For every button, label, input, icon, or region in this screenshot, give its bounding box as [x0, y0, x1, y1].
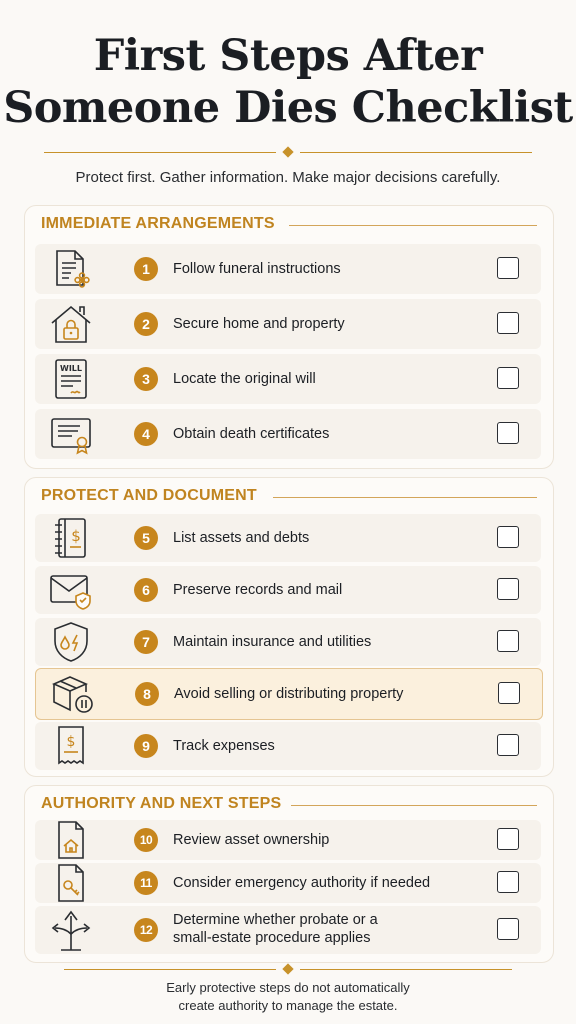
- section-protect-and-document: [24, 477, 554, 777]
- section-immediate-arrangements: [24, 205, 554, 469]
- step-number: 6: [134, 578, 158, 602]
- checkbox[interactable]: [497, 630, 519, 652]
- document-key-icon: [49, 861, 93, 905]
- checkbox[interactable]: [497, 526, 519, 548]
- item-label: Preserve records and mail: [173, 582, 343, 598]
- checklist-item-1[interactable]: [35, 244, 541, 294]
- item-label: Review asset ownership: [173, 832, 330, 848]
- item-label-line-1: Determine whether probate or a: [173, 912, 378, 928]
- step-number: 11: [134, 871, 158, 895]
- bottom-divider-diamond: [282, 963, 293, 974]
- section-heading: AUTHORITY AND NEXT STEPS: [41, 795, 282, 812]
- checkbox[interactable]: [497, 828, 519, 850]
- checklist-item-7[interactable]: [35, 618, 541, 666]
- checkbox[interactable]: [497, 871, 519, 893]
- step-number: 1: [134, 257, 158, 281]
- checkbox[interactable]: [497, 312, 519, 334]
- document-flower-icon: [49, 247, 93, 291]
- page-title: [0, 30, 576, 134]
- checkbox[interactable]: [497, 578, 519, 600]
- bottom-divider-right: [300, 969, 512, 970]
- step-number: 3: [134, 367, 158, 391]
- checkbox[interactable]: [497, 257, 519, 279]
- item-label: Obtain death certificates: [173, 426, 330, 442]
- svg-text:$: $: [71, 527, 81, 545]
- section-authority-and-next-steps: [24, 785, 554, 963]
- checklist-item-3[interactable]: [35, 354, 541, 404]
- step-number: 12: [134, 918, 158, 942]
- checklist-item-12[interactable]: [35, 906, 541, 954]
- checkbox[interactable]: [497, 367, 519, 389]
- svg-text:WILL: WILL: [60, 364, 82, 373]
- will-document-icon: [49, 357, 93, 401]
- section-heading-rule: [273, 497, 537, 498]
- top-divider-diamond: [282, 146, 293, 157]
- footer-line-2: create authority to manage the estate.: [178, 998, 398, 1013]
- document-house-icon: [49, 818, 93, 862]
- shield-utilities-icon: [49, 620, 93, 664]
- section-heading-rule: [289, 225, 537, 226]
- item-label: Follow funeral instructions: [173, 261, 341, 277]
- checkbox[interactable]: [497, 734, 519, 756]
- footer-line-1: Early protective steps do not automatically: [166, 980, 410, 995]
- checklist-item-2[interactable]: [35, 299, 541, 349]
- step-number: 8: [135, 682, 159, 706]
- step-number: 2: [134, 312, 158, 336]
- section-heading-rule: [291, 805, 537, 806]
- footer-note: [0, 979, 576, 1015]
- certificate-icon: [49, 412, 93, 456]
- item-label: Consider emergency authority if needed: [173, 875, 431, 891]
- checklist-item-6[interactable]: [35, 566, 541, 614]
- section-heading: PROTECT AND DOCUMENT: [41, 487, 257, 504]
- title-line-1: First Steps After: [93, 31, 483, 81]
- checkbox[interactable]: [497, 422, 519, 444]
- item-label: [173, 911, 378, 947]
- title-line-2: Someone Dies Checklist: [3, 83, 573, 133]
- checklist-item-11[interactable]: [35, 863, 541, 903]
- receipt-icon: [49, 724, 93, 768]
- house-lock-icon: [49, 302, 93, 346]
- checklist-item-4[interactable]: [35, 409, 541, 459]
- item-label: Avoid selling or distributing property: [174, 686, 404, 702]
- item-label: Secure home and property: [173, 316, 345, 332]
- mail-shield-icon: [49, 568, 93, 612]
- checklist-item-9[interactable]: [35, 722, 541, 770]
- top-divider-left: [44, 152, 276, 153]
- step-number: 5: [134, 526, 158, 550]
- checklist-item-8[interactable]: [35, 668, 543, 720]
- checkbox[interactable]: [497, 918, 519, 940]
- ledger-dollar-icon: [49, 516, 93, 560]
- checklist-item-5[interactable]: [35, 514, 541, 562]
- item-label-line-2: small-estate procedure applies: [173, 930, 371, 946]
- step-number: 7: [134, 630, 158, 654]
- item-label: List assets and debts: [173, 530, 310, 546]
- top-divider-right: [300, 152, 532, 153]
- step-number: 4: [134, 422, 158, 446]
- step-number: 10: [134, 828, 158, 852]
- section-heading: IMMEDIATE ARRANGEMENTS: [41, 215, 275, 232]
- bottom-divider-left: [64, 969, 276, 970]
- checkbox[interactable]: [498, 682, 520, 704]
- crossroads-arrows-icon: [49, 908, 93, 952]
- box-pause-icon: [50, 672, 94, 716]
- item-label: Maintain insurance and utilities: [173, 634, 372, 650]
- svg-text:$: $: [66, 734, 76, 750]
- item-label: Locate the original will: [173, 371, 316, 387]
- subtitle: Protect first. Gather information. Make major decisions carefully.: [75, 169, 501, 186]
- step-number: 9: [134, 734, 158, 758]
- checklist-item-10[interactable]: [35, 820, 541, 860]
- item-label: Track expenses: [173, 738, 275, 754]
